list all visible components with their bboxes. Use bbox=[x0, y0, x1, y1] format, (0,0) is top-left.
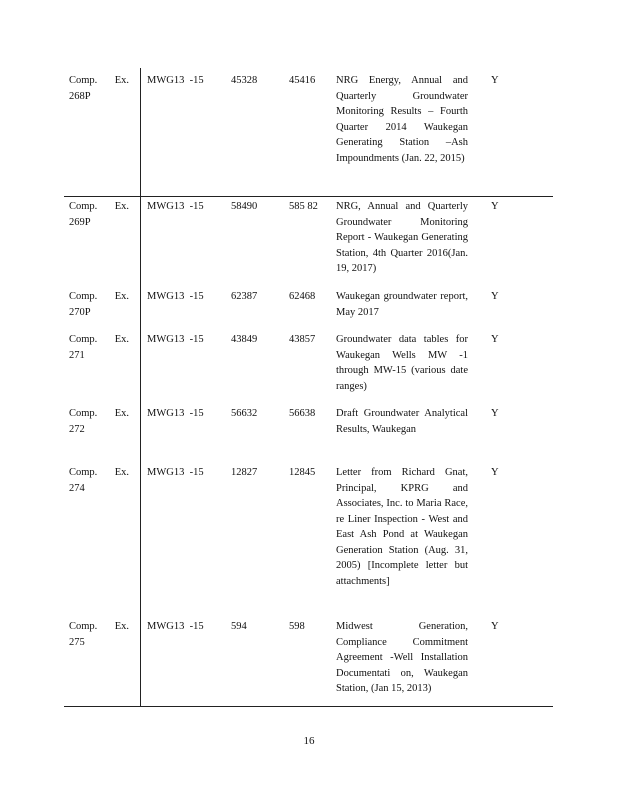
exhibit-description: NRG Energy, Annual and Quarterly Groundwater Monitoring Results – Fourth Quarter 2014 Waukegan Generating Station –Ash Impoundments (Jan. 22, 2015) bbox=[336, 75, 468, 164]
exhibit-description: NRG, Annual and Quarterly Groundwater Monitoring Report - Waukegan Generating Station, 4th Quarter 2016(Jan. 19, 2017) bbox=[336, 201, 468, 274]
table-row bbox=[64, 197, 553, 289]
exhibit-number: Comp. Ex. 272 bbox=[69, 408, 129, 435]
table-row bbox=[64, 619, 553, 707]
end-bates: 585 82 bbox=[289, 201, 318, 212]
exhibit-number: Comp. Ex. 268P bbox=[69, 75, 129, 102]
document-id: MWG13 -15 bbox=[147, 291, 204, 302]
exhibit-number: Comp. Ex. 274 bbox=[69, 467, 129, 494]
end-bates: 56638 bbox=[289, 408, 316, 419]
table-row bbox=[64, 332, 553, 406]
end-bates: 598 bbox=[289, 621, 305, 632]
end-bates: 12845 bbox=[289, 467, 316, 478]
objection-flag: Y bbox=[491, 408, 499, 419]
objection-flag: Y bbox=[491, 201, 499, 212]
exhibit-description: Midwest Generation, Compliance Commitment Agreement -Well Installation Documentati on, Waukegan Station, (Jan 15, 2013) bbox=[336, 621, 468, 694]
exhibit-number: Comp. Ex. 270P bbox=[69, 291, 129, 318]
exhibit-description: Waukegan groundwater report, May 2017 bbox=[336, 291, 468, 318]
exhibit-description: Draft Groundwater Analytical Results, Waukegan bbox=[336, 408, 468, 435]
objection-flag: Y bbox=[491, 75, 499, 86]
begin-bates: 594 bbox=[231, 621, 247, 632]
exhibit-number: Comp. Ex. 269P bbox=[69, 201, 129, 228]
objection-flag: Y bbox=[491, 621, 499, 632]
begin-bates: 56632 bbox=[231, 408, 258, 419]
table-row bbox=[64, 68, 553, 197]
objection-flag: Y bbox=[491, 291, 499, 302]
end-bates: 62468 bbox=[289, 291, 316, 302]
table-row bbox=[64, 289, 553, 332]
table-row bbox=[64, 406, 553, 465]
begin-bates: 12827 bbox=[231, 467, 258, 478]
exhibit-number: Comp. Ex. 275 bbox=[69, 621, 129, 648]
objection-flag: Y bbox=[491, 467, 499, 478]
document-id: MWG13 -15 bbox=[147, 334, 204, 345]
begin-bates: 62387 bbox=[231, 291, 258, 302]
end-bates: 45416 bbox=[289, 75, 316, 86]
document-id: MWG13 -15 bbox=[147, 621, 204, 632]
exhibit-description: Letter from Richard Gnat, Principal, KPRG and Associates, Inc. to Maria Race, re Liner Inspection - West and East Ash Pond at Waukegan Generation Station (Aug. 31, 2005) [Incomplete letter but attachments] bbox=[336, 467, 468, 587]
document-id: MWG13 -15 bbox=[147, 75, 204, 86]
exhibit-number: Comp. Ex. 271 bbox=[69, 334, 129, 361]
document-id: MWG13 -15 bbox=[147, 408, 204, 419]
exhibit-table bbox=[64, 68, 553, 707]
document-id: MWG13 -15 bbox=[147, 201, 204, 212]
begin-bates: 58490 bbox=[231, 201, 258, 212]
begin-bates: 45328 bbox=[231, 75, 258, 86]
table-row bbox=[64, 465, 553, 619]
objection-flag: Y bbox=[491, 334, 499, 345]
begin-bates: 43849 bbox=[231, 334, 258, 345]
document-id: MWG13 -15 bbox=[147, 467, 204, 478]
exhibit-description: Groundwater data tables for Waukegan Wells MW -1 through MW-15 (various date ranges) bbox=[336, 334, 468, 392]
page-number: 16 bbox=[303, 735, 315, 747]
end-bates: 43857 bbox=[289, 334, 316, 345]
